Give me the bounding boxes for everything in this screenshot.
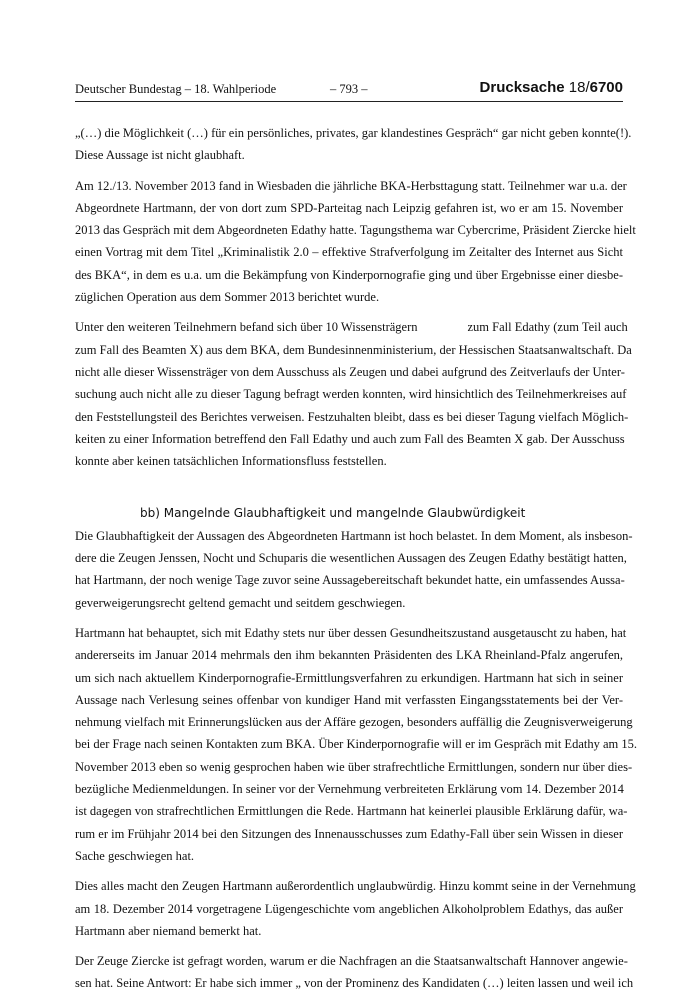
- header-drucksache-label: Drucksache: [479, 79, 565, 96]
- header-document-id: [480, 79, 623, 96]
- paragraph-7: [75, 950, 634, 995]
- text-line: bezügliche Medienmeldungen. In seiner vor der Vernehmung verbreiteten Erklärung vom 14. Dezember 2014: [75, 782, 624, 797]
- paragraph-2: [75, 175, 636, 309]
- text-line: andererseits im Januar 2014 mehrmals den ihm bekannten Präsidenten des LKA Rheinland-Pfalz angerufen,: [75, 648, 623, 663]
- text-line: einen Vortrag mit dem Titel „Kriminalistik 2.0 – effektive Strafverfolgung im Zeitalter des Internet aus Sicht: [75, 245, 623, 260]
- text-line: „(…) die Möglichkeit (…) für ein persönliches, privates, gar klandestines Gespräch“ gar nicht geben konnte(!).: [75, 126, 632, 140]
- paragraph-5: [75, 622, 637, 867]
- text-line: Abgeordnete Hartmann, der von dort zum SPD-Parteitag nach Leipzig gefahren ist, wo er am 15. November: [75, 200, 623, 215]
- text-line: Hartmann aber niemand bemerkt hat.: [75, 923, 262, 938]
- text-line: zum Fall des Beamten X) aus dem BKA, dem Bundesinnenministerium, der Hessischen Staatsanwaltschaft. Da: [75, 342, 632, 357]
- header-drucksache-number: 6700: [589, 79, 623, 96]
- paragraph-4: [75, 525, 633, 614]
- text-line: sen hat. Seine Antwort: Er habe sich immer „ von der Prominenz des Kandidaten (…) leiten lassen und weil ich: [75, 976, 634, 991]
- text-line: Unter den weiteren Teilnehmern befand sich über 10 Wissensträgern zum Fall Edathy (zum Teil auch: [75, 320, 628, 335]
- text-line: dere die Zeugen Jenssen, Nocht und Schuparis die wesentlichen Aussagen des Zeugen Edathy bestätigt hatten,: [75, 551, 627, 566]
- text-line: suchung auch nicht alle zu dieser Tagung befragt werden konnten, wird hinsichtlich des Teilnehmerkreises auf: [75, 387, 627, 402]
- paragraph-6: [75, 875, 636, 942]
- page-header: [75, 79, 623, 99]
- text-line: keiten zu einer Information betreffend den Fall Edathy und auch zum Fall des Beamten X gab. Der Ausschuss: [75, 431, 625, 446]
- header-publication: Deutscher Bundestag – 18. Wahlperiode: [75, 82, 277, 96]
- text-line: konnte aber keinen tatsächlichen Informationsfluss feststellen.: [75, 454, 387, 469]
- text-line: züglichen Operation aus dem Sommer 2013 berichtet wurde.: [75, 290, 380, 305]
- text-line: 2013 das Gespräch mit dem Abgeordneten Edathy hatte. Tagungsthema war Cybercrime, Präsident Ziercke hielt: [75, 223, 636, 238]
- text-line: Hartmann hat behauptet, sich mit Edathy stets nur über dessen Gesundheitszustand ausgetauscht zu haben, hat: [75, 625, 627, 640]
- text-line: November 2013 eben so wenig gesprochen haben wie über strafrechtliche Ermittlungen, sondern nur über dies-: [75, 759, 633, 774]
- text-line: Die Glaubhaftigkeit der Aussagen des Abgeordneten Hartmann ist hoch belastet. In dem Moment, als insbeson-: [75, 528, 633, 543]
- text-line: den Feststellungsteil des Berichtes verweisen. Festzuhalten bleibt, dass es bei dieser Tagung vielfach Möglich-: [75, 409, 629, 424]
- text-line: Aussage nach Verlesung seines offenbar von kundiger Hand mit verfassten Eingangsstatements bei der Ver-: [75, 692, 623, 707]
- text-line: geverweigerungsrecht geltend gemacht und seitdem geschwiegen.: [75, 595, 406, 610]
- text-line: hat Hartmann, der noch wenige Tage zuvor seine Aussagebereitschaft bekundet hatte, ein umfassendes Aussa-: [75, 573, 625, 588]
- text-line: um sich nach aktuellem Kinderpornografie-Ermittlungsverfahren zu erkundigen. Hartmann hat sich in seiner: [75, 670, 623, 685]
- text-line: rum er im Frühjahr 2014 bei den Sitzungen des Innenausschusses zum Edathy-Fall über sein Wissen in dieser: [75, 826, 623, 841]
- header-drucksache-number-prefix: 18/: [568, 79, 590, 96]
- text-line: Diese Aussage ist nicht glaubhaft.: [75, 148, 245, 163]
- text-line: Der Zeuge Ziercke ist gefragt worden, warum er die Nachfragen an die Staatsanwaltschaft Hannover angewie-: [75, 954, 628, 969]
- text-line: bei der Frage nach seinen Kontakten zum BKA. Über Kinderpornografie will er im Gespräch mit Edathy am 15.: [75, 737, 637, 752]
- text-line: ist dagegen von strafrechtlichen Ermittlungen die Rede. Hartmann hat keinerlei plausible Erklärung dafür, wa-: [75, 804, 628, 819]
- text-line: nehmung vielfach mit Erinnerungslücken aus der Affäre gezogen, besonders auffällig die Zeugnisverweigerung: [75, 715, 633, 730]
- paragraph-3: [75, 316, 632, 472]
- text-line: des BKA“, in dem es u.a. um die Bekämpfung von Kinderpornografie ging und über Ergebnisse einer diesbe-: [75, 267, 623, 282]
- paragraph-1: [75, 122, 632, 167]
- text-line: Am 12./13. November 2013 fand in Wiesbaden die jährliche BKA-Herbsttagung statt. Teilnehmer war u.a. der: [75, 178, 627, 193]
- text-line: nicht alle dieser Wissensträger von dem Ausschuss als Zeugen und dabei aufgrund des Zeitverlaufs der Unter-: [75, 364, 625, 379]
- body-text: [75, 122, 637, 995]
- text-line: Dies alles macht den Zeugen Hartmann außerordentlich unglaubwürdig. Hinzu kommt seine in der Vernehmung: [75, 879, 636, 894]
- section-subheading: bb) Mangelnde Glaubhaftigkeit und mangelnde Glaubwürdigkeit: [140, 506, 526, 521]
- header-page-number: – 793 –: [330, 82, 368, 96]
- text-line: am 18. Dezember 2014 vorgetragene Lügengeschichte vom angeblichen Alkoholproblem Edathys, das außer: [75, 901, 623, 916]
- header-divider: [75, 101, 623, 102]
- text-line: Sache geschwiegen hat.: [75, 848, 195, 863]
